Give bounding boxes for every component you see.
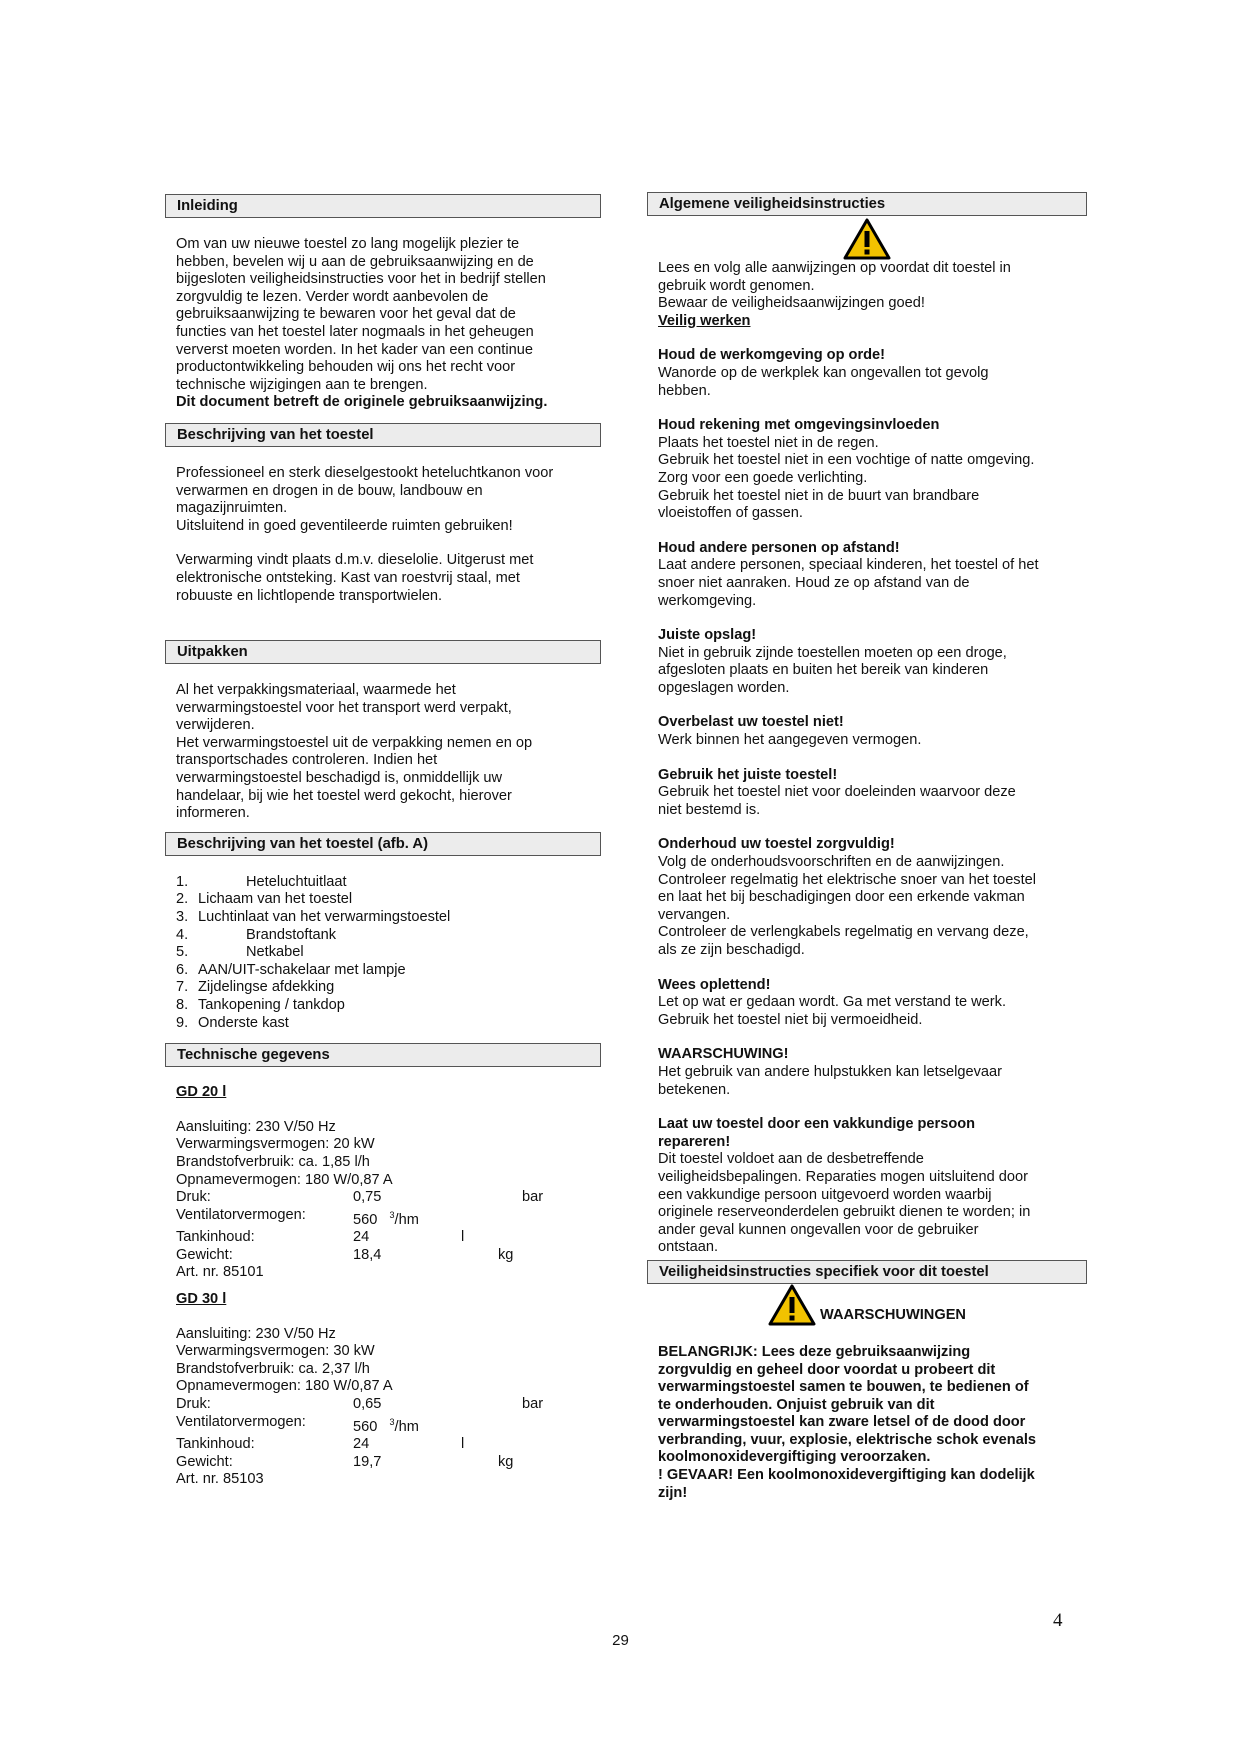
spec-block: [176, 1326, 601, 1489]
spec-aansluiting: Aansluiting: 230 V/50 Hz: [176, 1118, 336, 1135]
general-body: [647, 260, 1087, 1257]
list-item: 8. Tankopening / tankdop: [176, 997, 345, 1013]
intro-text: Om van uw nieuwe toestel zo lang mogelijk plezier te hebben, bevelen wij u aan de gebruiksaanwijzing en de bijgesloten veiligheidsinstructies voor het in bedrijf stellen zorgvuldig te lezen. Verder wordt aanbevolen de gebruiksaanwijzing te bewaren voor het geval dat de functies van het toestel later nogmaals in het geheugen ververst moeten worden. In het kader van een continue productontwikkeling behouden wij ons het recht voor technische wijzigingen aan te brengen.: [176, 236, 546, 393]
unpack-text: Al het verpakkingsmateriaal, waarmede het verwarmingstoestel voor het transport werd verpakt, verwijderen. Het verwarmingstoestel uit de verpakking nemen en op transportschades controleren. Indien het verwarmingstoestel beschadigd is, onmiddellijk uw handelaar, bij wie het toestel werd gekocht, hierover informeren.: [176, 682, 533, 822]
spec-opname: Opnamevermogen: 180 W/0,87 A: [176, 1378, 393, 1395]
unpack-body: [165, 682, 601, 823]
spec-art: Art. nr. 85103: [176, 1471, 264, 1488]
section-header-tech: Technische gegevens: [165, 1043, 601, 1067]
tech-body: [165, 1084, 601, 1489]
description-body: [165, 465, 601, 605]
right-column: [647, 192, 1087, 1502]
spec-grid: Druk: 0,65 bar Ventilatorvermogen: 560 $^3$/hm Tankinhoud: 24 l Gewicht: 19,7 kg: [176, 1395, 544, 1470]
parts-list: [176, 874, 601, 1032]
safety-section: WAARSCHUWING! Het gebruik van andere hulpstukken kan letselgevaar betekenen.: [658, 1046, 1002, 1098]
safety-section: Overbelast uw toestel niet! Werk binnen het aangegeven vermogen.: [658, 714, 922, 749]
safety-section: Houd de werkomgeving op orde! Wanorde op de werkplek kan ongevallen tot gevolg hebben.: [658, 347, 989, 399]
spec-aansluiting: Aansluiting: 230 V/50 Hz: [176, 1325, 336, 1342]
spec-opname: Opnamevermogen: 180 W/0,87 A: [176, 1171, 393, 1188]
model-name: GD 20 l: [176, 1084, 227, 1101]
safety-section: Gebruik het juiste toestel! Gebruik het toestel niet voor doeleinden waarvoor deze niet bestemd is.: [658, 766, 1016, 818]
section-header-intro: Inleiding: [165, 194, 601, 218]
list-item: 6. AAN/UIT-schakelaar met lampje: [176, 961, 406, 978]
section-header-description: Beschrijving van het toestel: [165, 423, 601, 447]
spec-block: [176, 1119, 601, 1282]
list-item: 2. Lichaam van het toestel: [176, 891, 353, 908]
general-intro: Lees en volg alle aanwijzingen op voordat dit toestel in gebruik wordt genomen. Bewaar de veiligheidsaanwijzingen goed!: [658, 260, 1011, 312]
list-item: 4. Brandstoftank: [176, 926, 337, 943]
page-number: 29: [612, 1632, 629, 1649]
left-column: [165, 194, 601, 1489]
warnings-label: WAARSCHUWINGEN: [820, 1307, 966, 1324]
spec-vermogen: Verwarmingsvermogen: 20 kW: [176, 1136, 375, 1153]
description-text-1: Professioneel en sterk dieselgestookt heteluchtkanon voor verwarmen en drogen in de bouw, landbouw en magazijnruimten. Uitsluitend in goed geventileerde ruimten gebruiken!: [176, 464, 554, 534]
section-header-parts: Beschrijving van het toestel (afb. A): [165, 832, 601, 856]
description-text-2: Verwarming vindt plaats d.m.v. dieselolie. Uitgerust met elektronische ontsteking. Kast van roestvrij staal, met robuuste en lichtlopende transportwielen.: [176, 552, 534, 604]
warning-triangle-icon: [768, 1284, 816, 1326]
safety-section: Wees oplettend! Let op wat er gedaan wordt. Ga met verstand te werk. Gebruik het toestel niet bij vermoeidheid.: [658, 976, 1006, 1028]
list-item: 7. Zijdelingse afdekking: [176, 979, 335, 996]
list-item: 3. Luchtinlaat van het verwarmingstoestel: [176, 909, 451, 926]
list-item: 1. Heteluchtuitlaat: [176, 873, 347, 890]
model-name: GD 30 l: [176, 1290, 227, 1307]
section-header-unpack: Uitpakken: [165, 640, 601, 664]
spec-verbruik: Brandstofverbruik: ca. 1,85 l/h: [176, 1153, 370, 1170]
spec-verbruik: Brandstofverbruik: ca. 2,37 l/h: [176, 1360, 370, 1377]
parts-body: [165, 874, 601, 1032]
safety-section: Houd rekening met omgevingsinvloeden Plaats het toestel niet in de regen. Gebruik het toestel niet in een vochtige of natte omgeving. Zorg voor een goede verlichting. Gebruik het toestel niet in de buurt van brandbare vloeistoffen of gassen.: [658, 417, 1035, 522]
warning-triangle-icon: [843, 218, 891, 260]
important-text: BELANGRIJK: Lees deze gebruiksaanwijzing zorgvuldig en geheel door voordat u probeert dit verwarmingstoestel samen te bouwen, te bedienen of te onderhouden. Onjuist gebruik van dit verwarmingstoestel kan zware letsel of de dood door verbranding, vuur, explosie, elektrische schok evenals koolmonoxidevergiftiging veroorzaken. ! GEVAAR! Een koolmonoxidevergiftiging kan dodelijk zijn!: [658, 1343, 1036, 1501]
section-header-specific: Veiligheidsinstructies specifiek voor dit toestel: [647, 1260, 1087, 1284]
safety-section: Juiste opslag! Niet in gebruik zijnde toestellen moeten op een droge, afgesloten plaats en buiten het bereik van kinderen opgeslagen worden.: [658, 627, 1007, 696]
page-reference: 4: [1053, 1610, 1063, 1631]
spec-vermogen: Verwarmingsvermogen: 30 kW: [176, 1343, 375, 1360]
list-item: 5. Netkabel: [176, 944, 304, 961]
safety-section: Houd andere personen op afstand! Laat andere personen, speciaal kinderen, het toestel of het snoer niet aanraken. Houd ze op afstand van de werkomgeving.: [658, 539, 1039, 609]
intro-body: [165, 236, 601, 412]
specific-body: [647, 1344, 1087, 1502]
section-header-general: Algemene veiligheidsinstructies: [647, 192, 1087, 216]
intro-bold: Dit document betreft de originele gebruiksaanwijzing.: [176, 394, 548, 411]
spec-art: Art. nr. 85101: [176, 1264, 264, 1281]
spec-grid: Druk: 0,75 bar Ventilatorvermogen: 560 $^3$/hm Tankinhoud: 24 l Gewicht: 18,4 kg: [176, 1189, 544, 1263]
safe-work-heading: Veilig werken: [658, 312, 751, 329]
safety-section: Laat uw toestel door een vakkundige persoon repareren! Dit toestel voldoet aan de desbetreffende veiligheidsbepalingen. Reparaties mogen uitsluitend door een vakkundige persoon uitgevoerd worden waarbij originele reserveonderdelen gebruikt dienen te worden; in ander geval kunnen ongevallen voor de gebruiker ontstaan.: [658, 1116, 1031, 1256]
safety-section: Onderhoud uw toestel zorgvuldig! Volg de onderhoudsvoorschriften en de aanwijzingen. Controleer regelmatig het elektrische snoer van het toestel en laat het bij beschadigingen door een erkende vakman vervangen. Controleer de verlengkabels regelmatig en vervang deze, als ze zijn beschadigd.: [658, 836, 1037, 958]
warnings-row: [647, 1284, 1087, 1326]
list-item: 9. Onderste kast: [176, 1014, 289, 1031]
